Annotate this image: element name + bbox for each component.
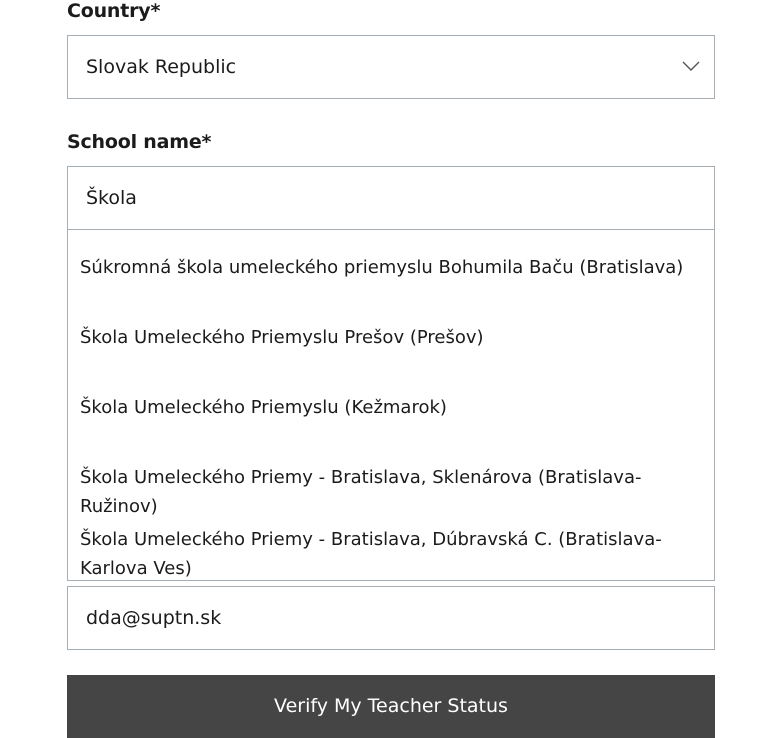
school-suggestions-list[interactable]	[67, 229, 715, 581]
school-suggestion-item[interactable]: Škola Umeleckého Priemy - Bratislava, Dúbravská C. (Bratislava-Karlova Ves)	[80, 529, 662, 579]
country-label: Country*	[67, 0, 161, 22]
school-name-value: Škola	[86, 187, 137, 209]
country-selected-value: Slovak Republic	[86, 56, 237, 78]
school-suggestion-item[interactable]: Súkromná škola umeleckého priemyslu Bohumila Baču (Bratislava)	[80, 257, 684, 278]
school-suggestion-item[interactable]: Škola Umeleckého Priemyslu (Kežmarok)	[80, 397, 447, 418]
email-value: dda@suptn.sk	[86, 607, 222, 629]
country-select[interactable]	[67, 35, 715, 99]
school-name-label: School name*	[67, 131, 212, 153]
school-name-input[interactable]	[67, 166, 715, 230]
verify-teacher-status-button[interactable]: Verify My Teacher Status	[67, 675, 715, 738]
chevron-down-icon	[682, 57, 700, 75]
email-input[interactable]	[67, 586, 715, 650]
school-suggestion-item[interactable]: Škola Umeleckého Priemyslu Prešov (Prešov)	[80, 327, 484, 348]
school-suggestion-item[interactable]: Škola Umeleckého Priemy - Bratislava, Sklenárova (Bratislava-Ružinov)	[80, 467, 642, 517]
